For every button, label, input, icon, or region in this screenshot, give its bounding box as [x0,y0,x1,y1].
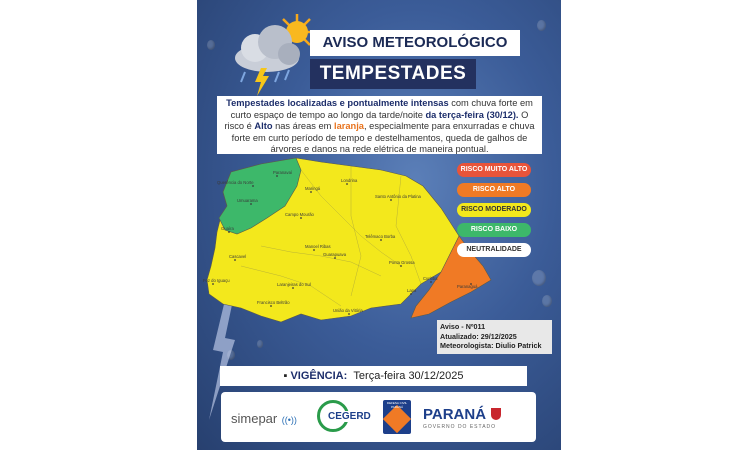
city-label: União da Vitória [333,308,363,313]
city-label: Cascavel [229,254,247,259]
warning-info-box [437,320,552,354]
city-label: Manoel Ribas [305,244,331,249]
signal-icon: ((•)) [281,415,297,425]
warning-description [217,96,542,154]
city-label: Curitiba [423,276,438,281]
city-label: Laranjeiras do Sul [277,282,311,287]
rain-drop [257,340,263,348]
legend-label: RISCO ALTO [472,186,516,193]
footer-logos [221,392,536,442]
legend-item-moderate [457,203,531,217]
cegerd-logo: CEGERD [317,400,349,432]
warning-type-title: TEMPESTADES [310,59,476,89]
city-label: Querência do Norte [217,180,254,185]
city-label: Telêmaco Borba [365,234,396,239]
storm-sun-icon [227,10,319,98]
description-risk-level: Alto [254,121,273,132]
description-text: , especialmente para enxurradas e chuva forte em curto período de tempo e destelhamentos, queda de galhos de árvores e danos na rede elétrica de maneira pontual. [231,121,535,155]
city-label: Campo Mourão [285,212,314,217]
description-highlight: Tempestades localizadas e pontualmente intensas [226,98,449,108]
city-label: Lapa [407,288,417,293]
rain-drop [532,270,546,286]
city-label: Guaíra [221,226,234,231]
legend-label: RISCO MUITO ALTO [460,166,528,173]
legend-item-neutral [457,243,531,257]
legend-label: RISCO BAIXO [470,226,518,233]
city-label: Londrina [341,178,358,183]
legend-item-high [457,183,531,197]
legend-label: RISCO MODERADO [461,206,527,213]
rain-drop [537,20,546,31]
city-label: Umuarama [237,198,258,203]
legend-item-low [457,223,531,237]
warning-title: AVISO METEOROLÓGICO [310,30,520,56]
city-label: Ponta Grossa [389,260,415,265]
description-text: nas áreas em [272,121,334,132]
description-text: O risco é [224,109,529,132]
description-text: com chuva forte em curto espaço de tempo ao longo da tarde/noite [230,98,533,120]
risk-map [201,156,501,332]
validity-label: VIGÊNCIA: [290,370,348,382]
validity-bullet-icon: ▪ [283,370,291,382]
city-label: Maringá [305,186,321,191]
parana-logo: PARANÁ GOVERNO DO ESTADO [423,406,501,430]
legend-label: NEUTRALIDADE [466,246,522,253]
validity-date: Terça-feira 30/12/2025 [353,370,464,382]
validity-bar [220,366,527,386]
coat-of-arms-icon [491,408,501,420]
description-date: da terça-feira (30/12). [425,109,519,120]
updated-date: Atualizado: 29/12/2025 [440,331,517,341]
warning-poster [197,0,561,450]
defesa-civil-logo: DEFESA CIVIL PARANÁ [383,400,411,434]
warning-number: Aviso - Nº011 [440,322,486,331]
legend-item-very-high [457,163,531,177]
city-label: Paranaguá [457,284,478,289]
meteorologist: Meteorologista: Diulio Patrick [440,341,542,350]
simepar-logo: simepar ((•)) [231,411,297,426]
city-label: Paranavaí [273,170,293,175]
city-label: Foz do Iguaçu [203,278,230,283]
city-label: Francisco Beltrão [257,300,290,305]
rain-drop [542,295,552,307]
city-label: Guarapuava [323,252,347,257]
city-label: Santo Antônio da Platina [375,194,421,199]
description-risk-color: laranja [334,121,364,132]
rain-drop [207,40,215,50]
